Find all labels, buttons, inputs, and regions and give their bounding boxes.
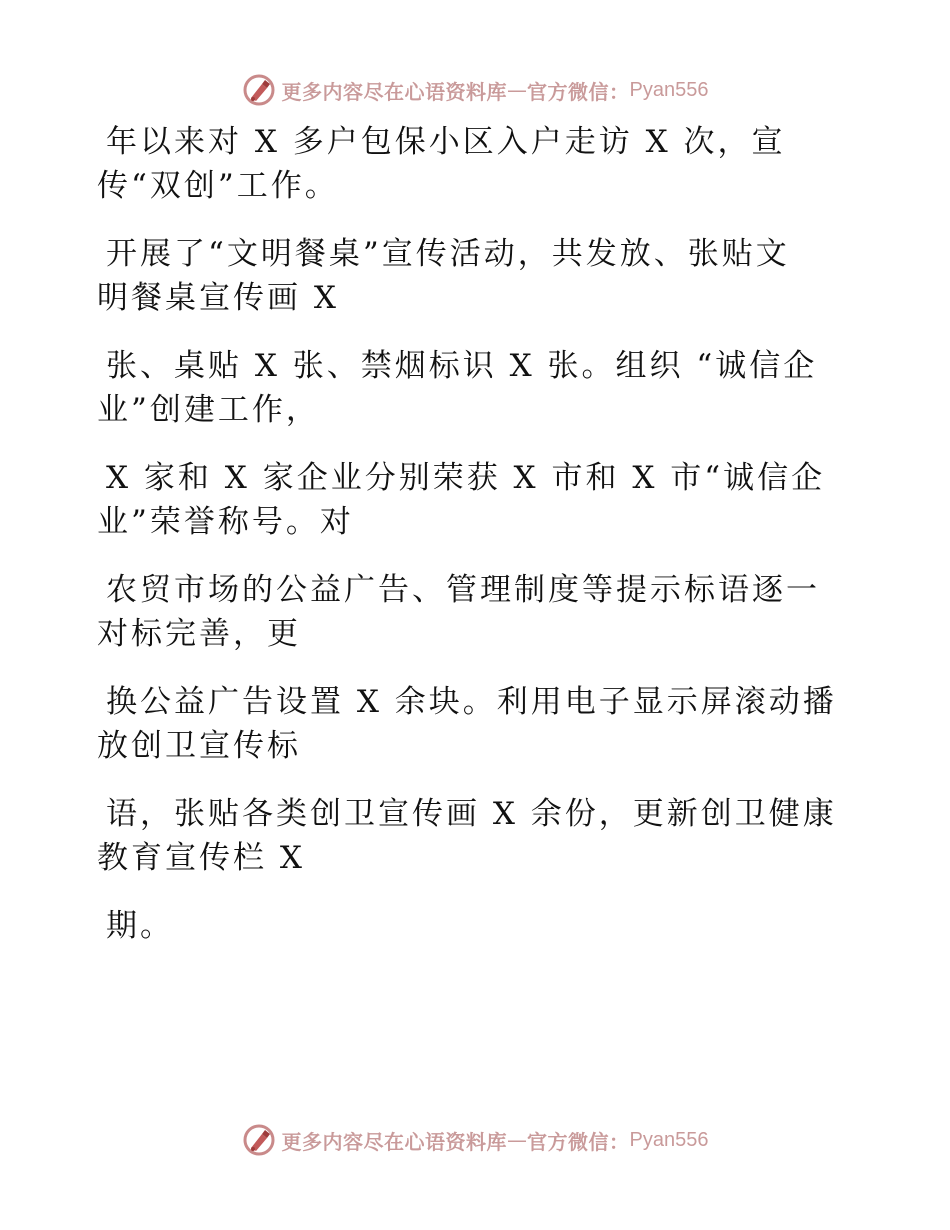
paragraph: [97, 568, 857, 656]
header-banner: [0, 70, 950, 110]
paragraph: [97, 232, 857, 320]
footer-brand-text: 更多内容尽在心语资料库: [281, 1129, 508, 1154]
text-line: 张、桌贴 X 张、禁烟标识 X 张。组织 “诚信企: [106, 348, 818, 384]
footer-banner: [0, 1120, 950, 1160]
text-line: 农贸市场的公益广告、管理制度等提示标语逐一: [106, 572, 820, 608]
paragraph: [97, 120, 857, 208]
text-line: 期。: [106, 908, 174, 944]
text-line: 教育宣传栏 X: [97, 840, 305, 876]
pen-logo-icon: [242, 1123, 276, 1157]
text-line: 开展了“文明餐桌”宣传活动，共发放、张贴文: [106, 236, 790, 272]
pen-logo-icon: [242, 73, 276, 107]
paragraph: [97, 904, 857, 948]
footer-separator: —: [507, 1128, 528, 1152]
text-line: 明餐桌宣传画 X: [97, 280, 339, 316]
paragraph: [97, 344, 857, 432]
text-line: 年以来对 X 多户包保小区入户走访 X 次，宣: [106, 124, 786, 160]
footer-handle: Pyan556: [629, 1128, 709, 1151]
text-line: 业”创建工作，: [97, 392, 320, 428]
text-line: 传“双创”工作。: [97, 168, 339, 204]
text-line: 换公益广告设置 X 余块。利用电子显示屏滚动播: [106, 684, 837, 720]
header-brand-text: 更多内容尽在心语资料库: [281, 79, 508, 104]
document-body: [97, 120, 857, 972]
paragraph: [97, 680, 857, 768]
footer-contact-label: 官方微信：: [527, 1129, 630, 1154]
paragraph: [97, 792, 857, 880]
header-separator: —: [507, 78, 528, 102]
text-line: 对标完善，更: [97, 616, 301, 652]
header-contact-label: 官方微信：: [527, 79, 630, 104]
text-line: 放创卫宣传标: [97, 728, 301, 764]
header-handle: Pyan556: [629, 78, 709, 101]
text-line: 语，张贴各类创卫宣传画 X 余份，更新创卫健康: [106, 796, 837, 832]
text-line: 业”荣誉称号。对: [97, 504, 354, 540]
text-line: X 家和 X 家企业分别荣获 X 市和 X 市“诚信企: [106, 460, 826, 496]
paragraph: [97, 456, 857, 544]
